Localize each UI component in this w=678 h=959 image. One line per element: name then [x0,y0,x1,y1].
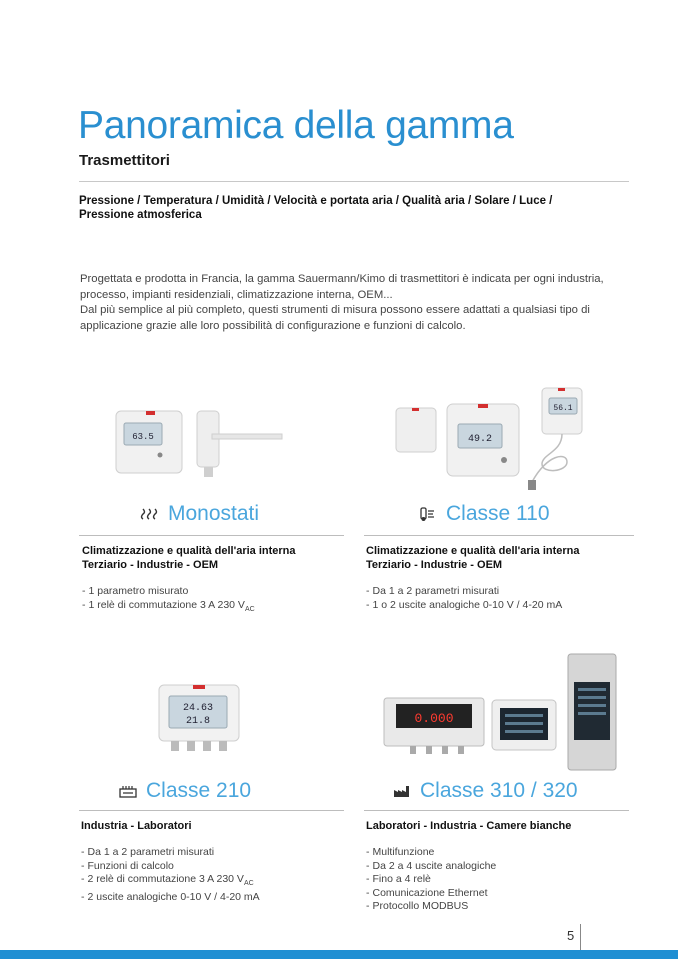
categories-line-1: Pressione / Temperatura / Umidità / Velocità e portata aria / Qualità aria / Solare / Luce / [79,195,553,207]
intro-text [80,272,640,334]
feature-item: - Multifunzione [366,846,435,858]
classe-110-device-image [392,382,592,497]
feature-item: - 2 uscite analogiche 0-10 V / 4-20 mA [81,890,260,903]
monostati-description [82,544,342,572]
wave-icon [140,506,160,522]
classe-110-display-2: 56.1 [553,404,573,413]
classe-110-divider [364,535,634,536]
intro-paragraph-2: Dal più semplice al più completo, questi strumenti di misura possono essere adattati a qualsiasi tipo di applicazione grazie alle loro possibilità di configurazione e funzioni di calcolo. [80,304,590,332]
monostati-desc-line-1: Climatizzazione e qualità dell'aria interna [82,545,296,557]
monostati-title: Monostati [168,502,260,525]
sensor-icon [418,506,438,522]
classe-210-desc-line-1: Industria - Laboratori [81,820,192,832]
monostati-display-text: 63.5 [132,432,154,442]
classe-210-display-2: 21.8 [185,716,211,727]
feature-item: - 1 parametro misurato [82,585,189,597]
classe-210-description [81,819,341,833]
classe-210-divider [79,810,344,811]
classe-110-display-1: 49.2 [467,434,493,445]
feature-item: - Da 1 a 2 parametri misurati [366,585,500,597]
monostati-features [82,585,255,616]
classe-110-description [366,544,631,572]
intro-paragraph-1: Progettata e prodotta in Francia, la gamma Sauermann/Kimo di trasmettitori è indicata per ogni industria, processo, impianti residenziali, climatizzazione interna, OEM... [80,273,604,301]
divider [79,181,629,182]
classe-110-features [366,585,562,612]
classe-210-features [81,846,260,904]
page-title: Panoramica della gamma [78,104,514,147]
classe-210-device-image [155,682,245,760]
feature-item: - Protocollo MODBUS [366,900,469,912]
page-subtitle: Trasmettitori [79,152,170,169]
classe-110-heading [418,502,550,526]
feature-item: - 1 o 2 uscite analogiche 0-10 V / 4-20 mA [366,598,563,611]
classe-310-320-title: Classe 310 / 320 [420,779,578,802]
monostati-desc-line-2: Terziario - Industrie - OEM [82,559,219,571]
classe-110-desc-line-2: Terziario - Industrie - OEM [366,559,503,571]
classe-110-desc-line-1: Climatizzazione e qualità dell'aria interna [366,545,580,557]
classe-310-display: 0.000 [414,711,454,726]
feature-item: - Fino a 4 relè [366,873,431,885]
classe-310-320-divider [364,810,629,811]
panel-icon [118,783,138,799]
bottom-band [0,950,678,959]
feature-item: - Da 1 a 2 parametri misurati [81,846,215,858]
categories [79,194,579,222]
page-number: 5 [567,928,575,943]
classe-110-title: Classe 110 [446,502,550,525]
page-number-divider [580,924,581,950]
classe-210-display-1: 24.63 [182,703,214,714]
categories-line-2: Pressione atmosferica [79,209,202,221]
classe-210-heading [118,779,251,803]
monostati-heading [140,502,259,526]
classe-310-320-features [366,846,496,914]
feature-item: - Funzioni di calcolo [81,859,174,872]
feature-item: - Comunicazione Ethernet [366,886,488,899]
classe-310-320-heading [392,779,578,803]
classe-310-320-description [366,819,631,833]
monostati-divider [79,535,344,536]
feature-item: - Da 2 a 4 uscite analogiche [366,859,497,872]
factory-icon [392,783,412,799]
classe-210-title: Classe 210 [146,779,252,802]
feature-item: - 2 relè di commutazione 3 A 230 $V_{AC}$ [81,873,254,888]
classe-310-320-desc-line-1: Laboratori - Industria - Camere bianche [366,820,572,832]
feature-item: - 1 relè di commutazione 3 A 230 $V_{AC}$ [82,598,255,613]
classe-310-320-device-image [380,652,620,772]
monostati-device-image [112,405,302,480]
